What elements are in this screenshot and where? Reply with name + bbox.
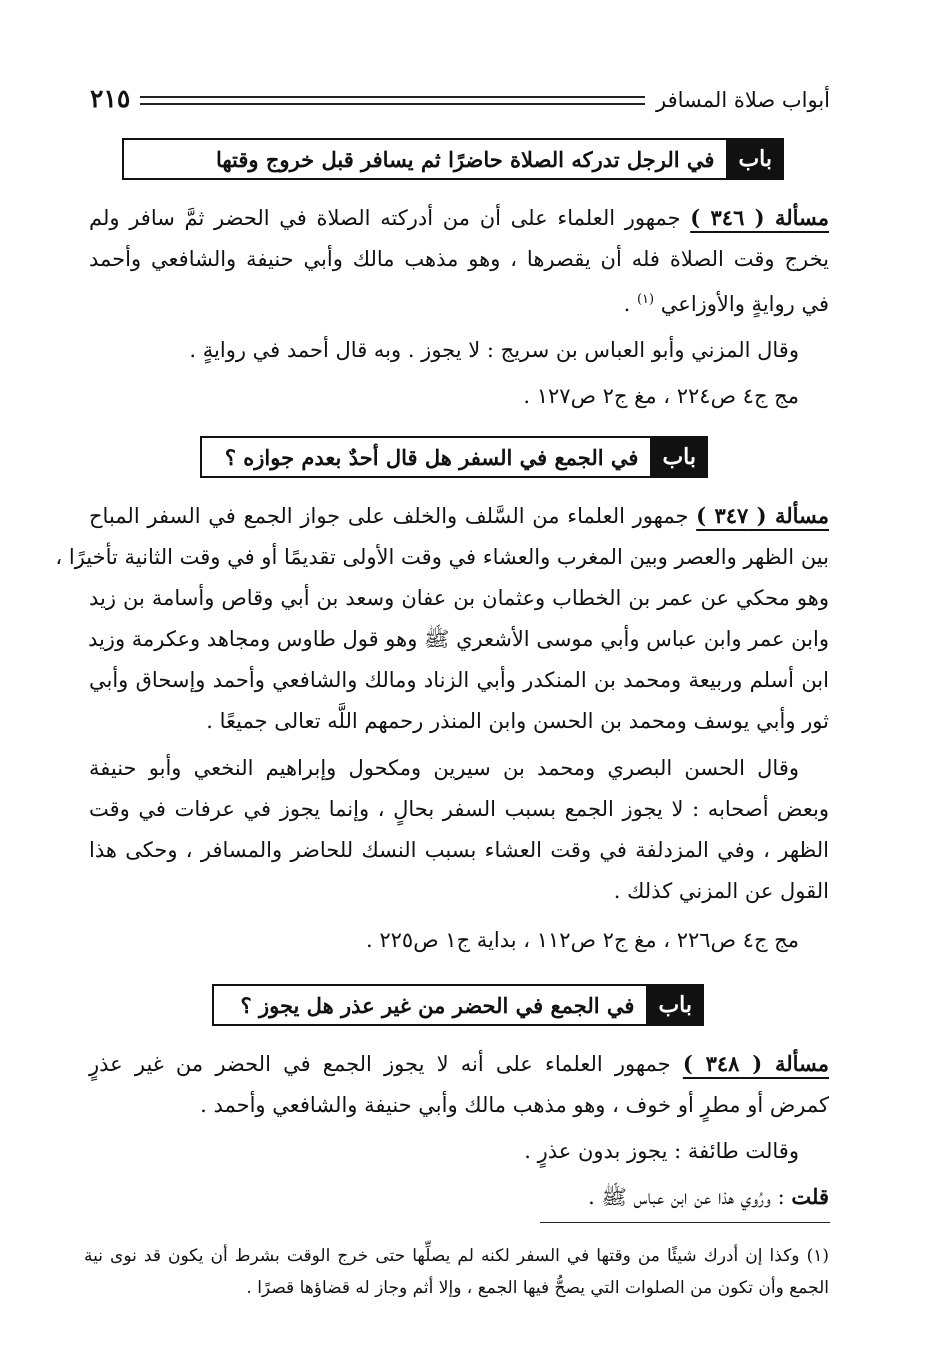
qultu-label: قلت <box>791 1184 829 1209</box>
text-line <box>89 284 829 320</box>
line-text: جمهور العلماء من السَّلف والخلف على جواز الجمع في السفر المباح <box>89 504 689 528</box>
text-line: ابن أسلم وربيعة ومحمد بن المنكدر وأبي الزناد ومالك والشافعي وأحمد وإسحاق وأبي <box>89 668 829 692</box>
reference-line: مج ج٤ ص٢٢٤ ، مغ ج٢ ص١٢٧ . <box>523 384 799 408</box>
running-header <box>90 80 830 120</box>
issue-label: مسألة ( ٣٤٦ ) <box>690 205 829 230</box>
text-line <box>89 202 829 234</box>
footnote-line: (١) وكذا إن أدرك شيئًا من وقتها في السفر لكنه لم يصلِّها حتى خرج الوقت بشرط أن يكون قد نوى نية <box>84 1246 829 1266</box>
text-line: وقالت طائفة : يجوز بدون عذرٍ . <box>524 1139 799 1163</box>
reference-line: مج ج٤ ص٢٢٦ ، مغ ج٢ ص١١٢ ، بداية ج١ ص٢٢٥ . <box>366 928 799 952</box>
footnote-line: الجمع وأن تكون من الصلوات التي يصحُّ فيها الجمع ، وإلا أثم وجاز له قضاؤها قصرًا . <box>246 1278 829 1298</box>
text-line: الظهر ، وفي المزدلفة في وقت العشاء بسبب النسك للحاضر والمسافر ، وحكى هذا <box>89 838 829 862</box>
chapter-heading-2 <box>200 436 708 478</box>
footnote-marker: (١) <box>636 292 655 307</box>
text-line: وبعض أصحابه : لا يجوز الجمع بسبب السفر بحالٍ ، وإنما يجوز في عرفات في وقت <box>89 797 829 821</box>
chapter-title: في الجمع في السفر هل قال أحدٌ بعدم جوازه ؟ <box>224 444 639 470</box>
header-double-rule <box>140 96 645 105</box>
text-line: القول عن المزني كذلك . <box>613 879 829 903</box>
text-line: كمرض أو مطرٍ أو خوف ، وهو مذهب مالك وأبي حنيفة والشافعي وأحمد . <box>200 1093 829 1117</box>
line-text: جمهور العلماء على أنه لا يجوز الجمع في الحضر من غير عذرٍ <box>89 1052 671 1076</box>
chapter-heading-3 <box>212 984 704 1026</box>
page-number: ٢١٥ <box>90 84 131 113</box>
text-line <box>89 1181 829 1213</box>
chapter-title: في الرجل تدركه الصلاة حاضرًا ثم يسافر قبل خروج وقتها <box>215 146 715 172</box>
text-line: وابن عمر وابن عباس وأبي موسى الأشعري ﷺ وهو قول طاوس ومجاهد وعكرمة وزيد <box>87 627 829 651</box>
issue-label: مسألة ( ٣٤٧ ) <box>696 503 829 528</box>
line-text: جمهور العلماء على أن من أدركته الصلاة في الحضر ثمَّ سافر ولم <box>89 206 681 230</box>
running-title: أبواب صلاة المسافر <box>656 88 830 112</box>
text-line: ثور وأبي يوسف ومحمد بن الحسن وابن المنذر رحمهم اللَّه تعالى جميعًا . <box>206 709 829 733</box>
footnote-separator <box>540 1222 830 1223</box>
text-line: يخرج وقت الصلاة فله أن يقصرها ، وهو مذهب مالك وأبي حنيفة والشافعي وأحمد <box>89 247 829 271</box>
chapter-label: باب <box>726 140 784 178</box>
text-line <box>89 500 829 532</box>
text-line <box>89 1048 829 1080</box>
chapter-label: باب <box>646 986 704 1024</box>
chapter-title: في الجمع في الحضر من غير عذر هل يجوز ؟ <box>240 992 635 1018</box>
line-text: : ورُوي هذا عن ابن عباس ﷺ . <box>588 1185 785 1209</box>
text-line: بين الظهر والعصر وبين المغرب والعشاء في وقت الأولى تقديمًا أو في وقت الثانية تأخيرًا ، <box>55 545 829 569</box>
text-line: وقال الحسن البصري ومحمد بن سيرين ومكحول وإبراهيم النخعي وأبو حنيفة <box>89 756 799 780</box>
period: . <box>623 292 631 316</box>
chapter-heading-1 <box>122 138 784 180</box>
issue-label: مسألة ( ٣٤٨ ) <box>682 1051 829 1076</box>
text-line: وهو محكي عن عمر بن الخطاب وعثمان بن عفان وسعد بن أبي وقاص وأسامة بن زيد <box>89 586 829 610</box>
chapter-label: باب <box>650 438 708 476</box>
line-text: في روايةٍ والأوزاعي <box>660 292 829 316</box>
text-line: وقال المزني وأبو العباس بن سريج : لا يجوز . وبه قال أحمد في روايةٍ . <box>189 338 799 362</box>
